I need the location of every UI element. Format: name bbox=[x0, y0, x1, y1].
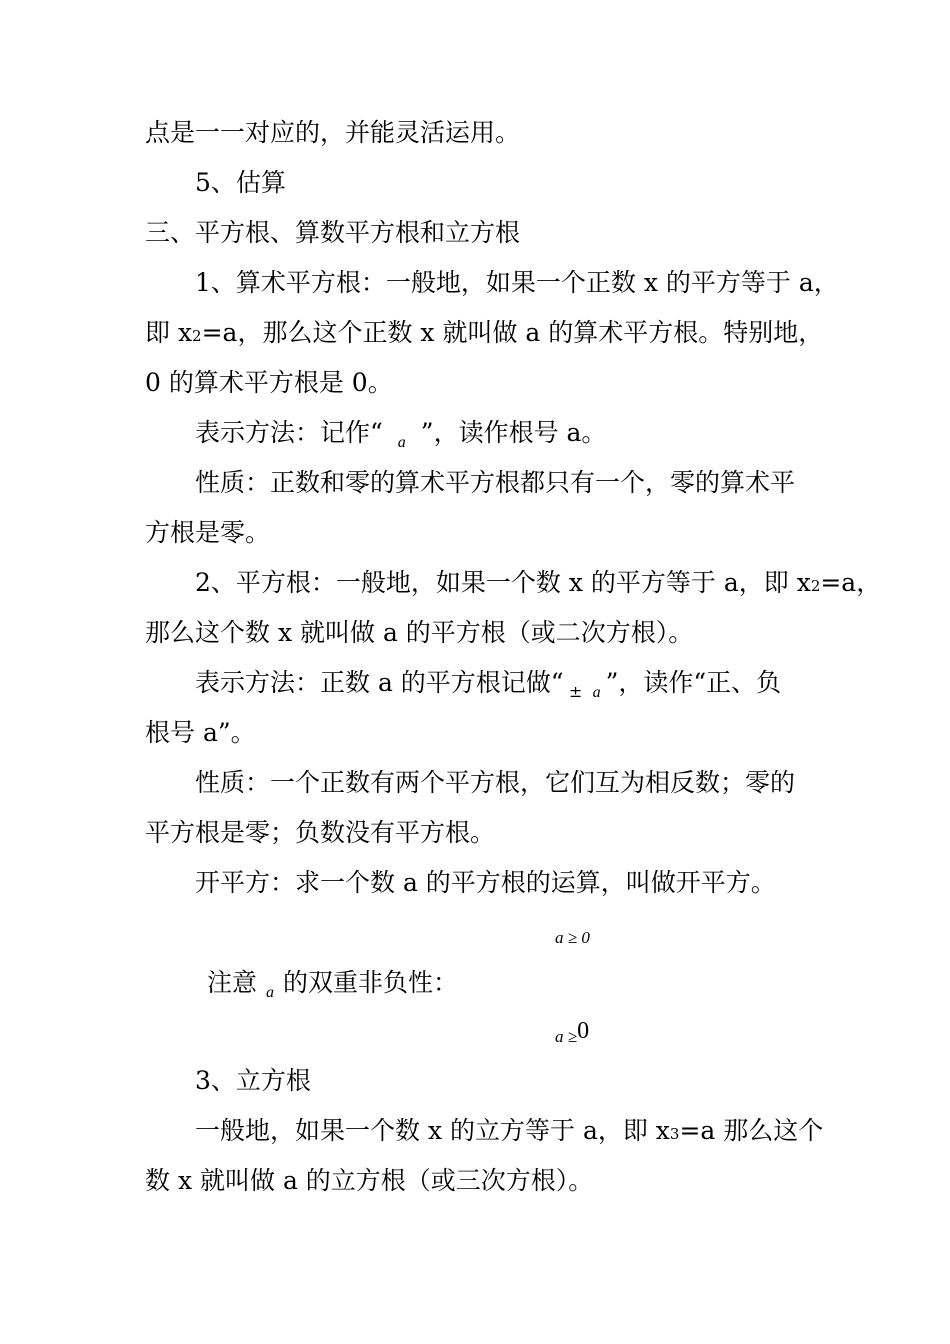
math-condition bbox=[555, 1018, 590, 1049]
text: =a 那么这个 bbox=[679, 1116, 824, 1145]
exponent: 2 bbox=[192, 327, 202, 345]
text: 一般地，如果一个数 x 的立方等于 a，即 x bbox=[195, 1116, 670, 1145]
text: 3、立方根 bbox=[195, 1066, 311, 1095]
exponent: 3 bbox=[669, 1125, 680, 1143]
sqrt-a-symbol: a bbox=[397, 434, 406, 451]
text-line bbox=[195, 568, 881, 601]
text-line bbox=[145, 818, 495, 848]
text: 方根是零。 bbox=[145, 518, 271, 547]
text: 性质：一个正数有两个平方根，它们互为相反数；零的 bbox=[195, 768, 796, 797]
text-line bbox=[195, 1116, 823, 1149]
math-condition bbox=[555, 928, 590, 948]
text-line bbox=[145, 318, 823, 351]
section-item-3 bbox=[195, 1066, 311, 1096]
text: 表示方法：正数 a 的平方根记做“ bbox=[195, 668, 564, 697]
text: 点是一一对应的，并能灵活运用。 bbox=[145, 118, 521, 147]
text: 注意 bbox=[207, 968, 258, 997]
sqrt-a-symbol: a bbox=[592, 684, 601, 701]
text: 0 的算术平方根是 0。 bbox=[145, 368, 393, 397]
sqrt-a-symbol: a bbox=[266, 984, 275, 1001]
text-line bbox=[195, 418, 606, 452]
text-line bbox=[207, 968, 458, 1002]
text-line bbox=[145, 368, 393, 398]
text-line bbox=[145, 518, 270, 548]
text: 表示方法：记作“ bbox=[195, 418, 383, 447]
text: ”，读作“正、负 bbox=[605, 668, 782, 697]
zero: 0 bbox=[577, 1018, 590, 1044]
text-line bbox=[195, 268, 839, 298]
text-line bbox=[145, 718, 256, 748]
text-line bbox=[145, 1166, 593, 1196]
text: 的双重非负性： bbox=[283, 968, 459, 997]
text: 5、估算 bbox=[195, 168, 286, 197]
text: 数 x 就叫做 a 的立方根（或三次方根）。 bbox=[145, 1166, 594, 1195]
text-line bbox=[145, 618, 693, 648]
text: 1、算术平方根：一般地，如果一个正数 x 的平方等于 a， bbox=[195, 268, 839, 297]
text: 即 x bbox=[145, 318, 193, 347]
plus-minus-symbol: ± bbox=[568, 682, 583, 701]
text: 平方根是零；负数没有平方根。 bbox=[145, 818, 496, 847]
text-line bbox=[195, 868, 776, 898]
text-line bbox=[195, 468, 795, 498]
section-heading-3 bbox=[145, 218, 520, 248]
text: 三、平方根、算数平方根和立方根 bbox=[145, 218, 521, 247]
text: 那么这个数 x 就叫做 a 的平方根（或二次方根）。 bbox=[145, 618, 694, 647]
inequality: a ≥ bbox=[555, 1027, 578, 1046]
exponent: 2 bbox=[810, 577, 821, 595]
inequality: a ≥ 0 bbox=[555, 928, 590, 947]
text: 2、平方根：一般地，如果一个数 x 的平方等于 a，即 x bbox=[195, 568, 811, 597]
text-line bbox=[145, 118, 520, 148]
text: ”，读作根号 a。 bbox=[420, 418, 607, 447]
text-line bbox=[195, 768, 795, 798]
text-line bbox=[195, 668, 781, 702]
text: =a，那么这个正数 x 就叫做 a 的算术平方根。特别地， bbox=[201, 318, 824, 347]
section-item-5 bbox=[195, 168, 286, 198]
text: 开平方：求一个数 a 的平方根的运算，叫做开平方。 bbox=[195, 868, 776, 897]
text: =a， bbox=[820, 568, 882, 597]
text: 性质：正数和零的算术平方根都只有一个，零的算术平 bbox=[195, 468, 796, 497]
text: 根号 a”。 bbox=[145, 718, 256, 747]
